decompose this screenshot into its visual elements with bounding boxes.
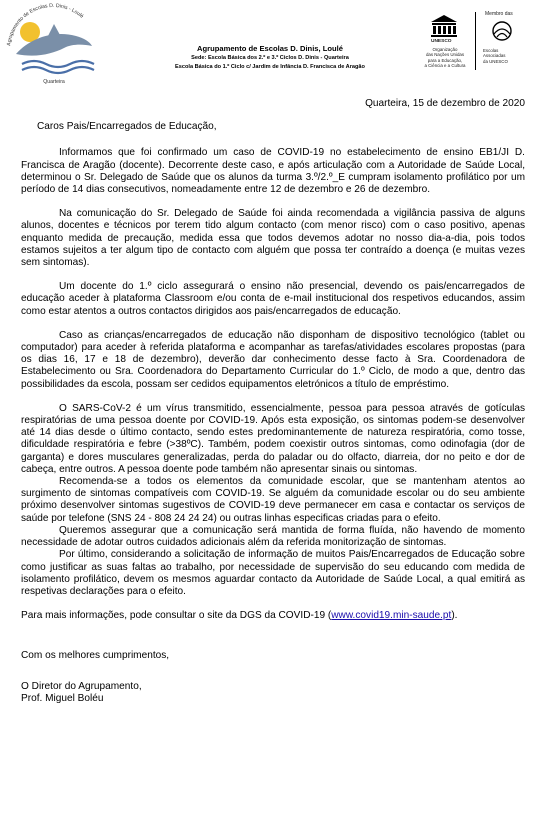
member-label: Membro das: [485, 11, 513, 17]
unesco-divider: [475, 12, 476, 70]
paragraph-case: Informamos que foi confirmado um caso de COVID-19 no estabelecimento de ensino EB1/JI D. Francisca de Aragão (docente). Decorrente deste caso, e após articulação com a Autoridade de Saúde Local, determinou o Sr. Delegado de Saúde que os alunos da turma 3.º/2.º_E cumpram isolamento profilático por um período de 14 dias consecutivos, nomeadamente entre 12 de dezembro e 26 de dezembro.: [21, 147, 525, 196]
paragraph-justification: Por último, considerando a solicitação de informação de muitos Pais/Encarregados de Educação sobre como justificar as suas faltas ao trabalho, por necessidade de supervisão do seu educando com medida de isolamento profilático, devem os mesmos aguardar contacto da Autoridade de Saúde Local, a qual emitirá as respetivas declarações para o efeito.: [21, 549, 525, 597]
logo-place: Quarteira: [43, 79, 65, 85]
school-name: Agrupamento de Escolas D. Dinis, Loulé: [197, 44, 343, 53]
letter-body: [21, 98, 525, 705]
paragraph-virus: O SARS-CoV-2 é um vírus transmitido, essencialmente, pessoa para pessoa através de gotículas respiratórias de uma pessoa doente por COVID-19. Após esta exposição, os sintomas podem-se desenvolver até 14 dias desde o último contacto, sendo estes predominantemente de natureza respiratória, como tosse, dificuldade respiratória e febre (>38ºC). Também, podem coexistir outros sintomas, como odinofagia (dor de garganta) e dores musculares generalizadas, perda do paladar ou do olfacto, diarreia, dor no peito e dor de cabeça, entre outros. A pessoa doente pode também não apresentar sinais ou sintomas.: [21, 402, 525, 475]
school-basic: Escola Básica do 1.º Ciclo c/ Jardim de Infância D. Francisca de Aragão: [175, 63, 365, 70]
letter-date: Quarteira, 15 de dezembro de 2020: [365, 98, 525, 109]
paragraph-surveillance: Na comunicação do Sr. Delegado de Saúde foi ainda recomendada a vigilância passiva de alguns alunos, docentes e técnicos por terem tido algum contacto (com menor risco) com o caso positivo, apenas enquanto medida de precaução, medida essa que todos devemos adotar no nosso dia-a-dia, pois todos estamos sujeitos a ter algum tipo de contacto com alguém que possa ter contraído a doença (e muitas vezes sem sintomas).: [21, 208, 525, 269]
unesco-block: [417, 10, 537, 74]
school-seat: Sede: Escola Básica dos 2.º e 3.º Ciclos D. Dinis - Quarteira: [191, 55, 349, 61]
unesco-temple-icon: [429, 14, 459, 38]
unesco-org: Organização das Nações Unidas para a Educação, a Ciência e a Cultura: [424, 47, 466, 69]
school-dolphin-logo: [2, 2, 104, 86]
unesco-name: UNESCO: [431, 39, 452, 44]
logo-ring-text: Agrupamento de Escolas D. Dinis - Loulé: [6, 2, 85, 47]
paragraph-communication: Queremos assegurar que a comunicação será mantida de forma fluída, não havendo de momento necessidade de adotar outros cuidados adicionais além da referida monitorização de sintomas.: [21, 524, 525, 549]
letterhead: [0, 0, 542, 88]
school-header: [120, 44, 420, 71]
closing-line: Com os melhores cumprimentos,: [21, 650, 170, 662]
paragraph-recommendation: Recomenda-se a todos os elementos da comunidade escolar, que se mantenham atentos ao surgimento de sintomas compatíveis com COVID-19. Se alguém da comunidade escolar ou do seu ambiente próximo desenvolver sintomas sugestivos de COVID-19 deve permanecer em casa e contactar os serviços de saúde por telefone (SNS 24 - 808 24 24 24) ou outras linhas especificas criadas para o efeito.: [21, 476, 525, 524]
paragraph-remote-teaching: Um docente do 1.º ciclo assegurará o ensino não presencial, devendo os pais/encarregados de educação aceder à plataforma Classroom e/ou conta de e-mail institucional dos respetivos educandos, assim como estar atentos a outros contactos dirigidos aos pais/encarregados de educação.: [21, 281, 525, 317]
paragraph-devices: Caso as crianças/encarregados de educação não disponham de dispositivo tecnológico (tablet ou computador) para aceder à referida plataforma e acompanhar as tarefas/atividades escolares propostas (para os dias 16, 17 e 18 de dezembro), deverão dar conhecimento desse facto à Sra. Coordenadora de Estabelecimento ou Sra. Coordenadora do Departamento Curricular do 1.º Ciclo, de modo a que, dentro das possibilidades da escola, possam ser cedidos equipamentos eletrónicos a título de empréstimo.: [21, 329, 525, 390]
dgs-link[interactable]: www.covid19.min-saude.pt: [331, 610, 452, 622]
asp-net-icon: [487, 20, 517, 42]
info-line: Para mais informações, pode consultar o site da DGS da COVID-19 (www.covid19.min-saude.pt).: [21, 610, 458, 622]
signer-title: O Diretor do Agrupamento,: [21, 680, 142, 692]
signer-name: Prof. Miguel Boléu: [21, 692, 104, 704]
member-schools: Escolas Associadas da UNESCO: [483, 48, 508, 64]
letter-greeting: Caros Pais/Encarregados de Educação,: [37, 121, 217, 133]
